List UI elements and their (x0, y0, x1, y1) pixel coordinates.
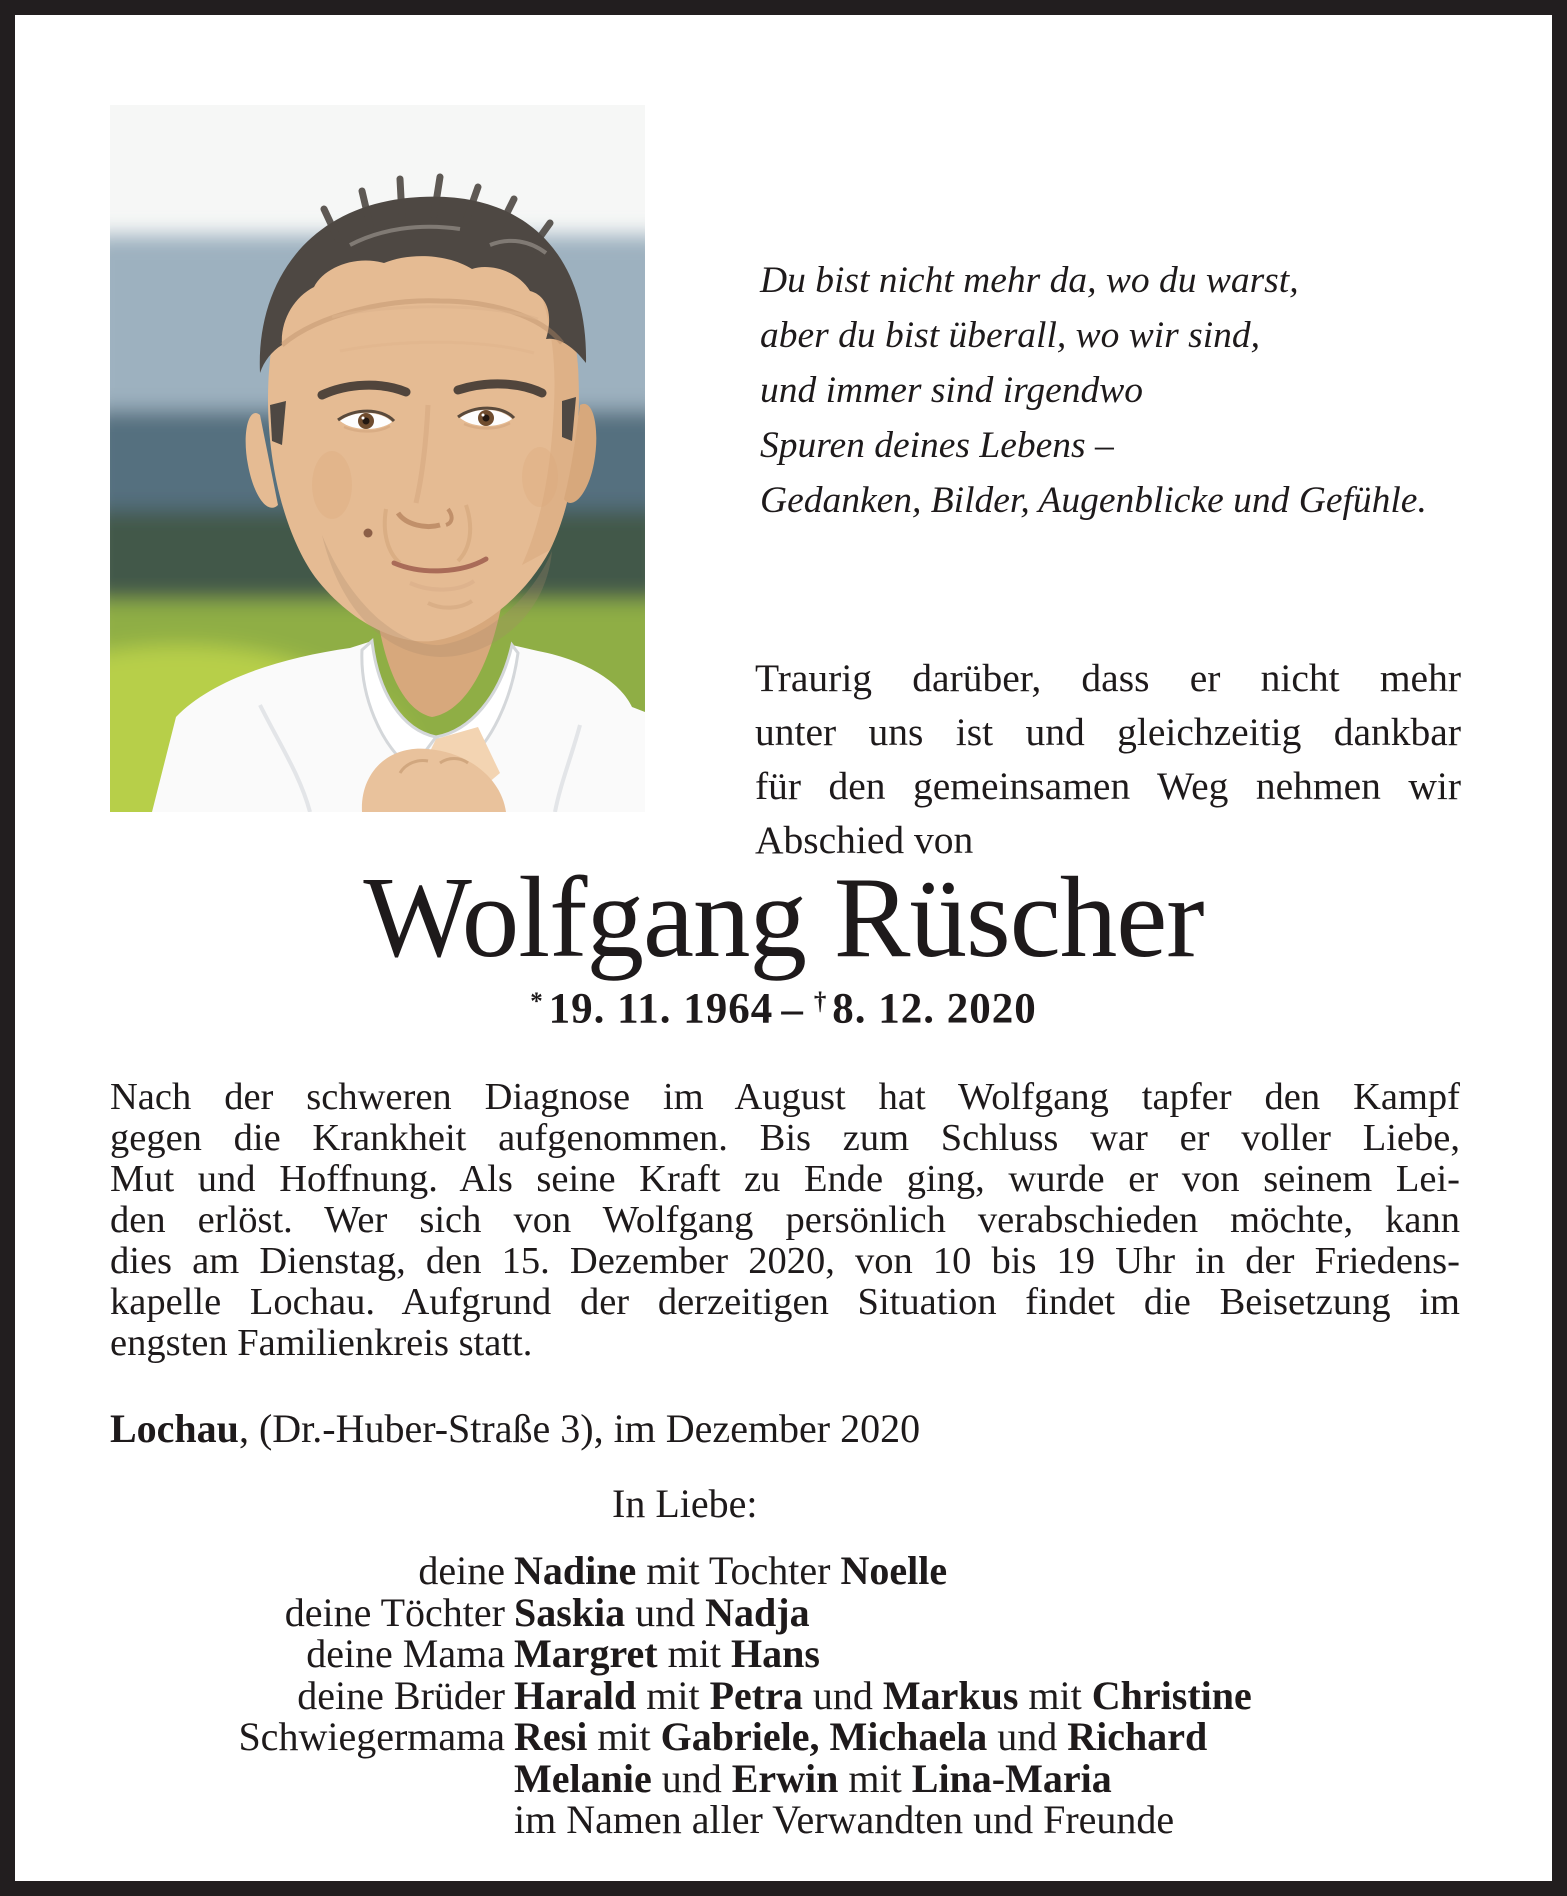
death-date: 8. 12. 2020 (832, 985, 1037, 1033)
photo-eye-right (458, 408, 514, 428)
photo-mole (364, 529, 373, 538)
date-separator: – (781, 985, 804, 1033)
text-line: gegen die Krankheit aufgenommen. Bis zum Schluss war er voller Liebe, (110, 1117, 1460, 1159)
birth-star-icon: * (530, 988, 544, 1015)
text-line: Traurig darüber, dass er nicht mehr (755, 656, 1461, 700)
text-line: unter uns ist und gleichzeitig dankbar (755, 710, 1461, 754)
photo-cheek-shading-right (522, 447, 558, 507)
text-line: dies am Dienstag, den 15. Dezember 2020, von 10 bis 19 Uhr in der Friedens- (110, 1240, 1460, 1282)
family-row-names: im Namen aller Verwandten und Freunde (514, 1797, 1175, 1842)
photo-eye-left (338, 411, 394, 431)
photo-cheek-shading-left (312, 451, 352, 519)
text-line: für den gemeinsamen Weg nehmen wir (755, 764, 1461, 808)
portrait-photo (110, 105, 645, 812)
family-row (110, 1550, 1517, 1592)
family-row-label: deine Töchter (284, 1589, 505, 1635)
family-row-label (110, 1799, 505, 1841)
family-row-names: Nadine mit Tochter Noelle (514, 1548, 948, 1593)
text-line: engsten Familienkreis statt. (110, 1322, 533, 1364)
text-line: aber du bist überall, wo wir sind, (760, 315, 1261, 356)
family-row-label (110, 1758, 505, 1800)
text-line: Spuren deines Lebens – (760, 425, 1114, 466)
memorial-quote (760, 253, 1427, 528)
intro-text (755, 651, 1461, 867)
text-line: den erlöst. Wer sich von Wolfgang persönlich verabschieden möchte, kann (110, 1199, 1460, 1241)
deceased-name: Wolfgang Rüscher (363, 854, 1204, 981)
family-list (110, 1550, 1517, 1841)
family-row-names: Saskia und Nadja (514, 1589, 810, 1635)
death-cross-icon: † (813, 988, 828, 1015)
text-line: kapelle Lochau. Aufgrund der derzeitigen Situation findet die Beisetzung im (110, 1281, 1460, 1323)
place-date-line (110, 1407, 920, 1451)
family-row (110, 1672, 1517, 1718)
family-row-names: Margret mit Hans (514, 1631, 820, 1676)
family-row-label: deine (418, 1548, 505, 1593)
family-row (110, 1755, 1517, 1801)
text-line: und immer sind irgendwo (760, 370, 1143, 411)
text-line: Abschied von (755, 818, 974, 862)
text-line: Nach der schweren Diagnose im August hat Wolfgang tapfer den Kampf (110, 1076, 1460, 1118)
obituary-text (110, 1077, 1460, 1364)
portrait-illustration (110, 105, 645, 812)
text-line: Gedanken, Bilder, Augenblicke und Gefühle. (760, 480, 1427, 521)
text-line: Mut und Hoffnung. Als seine Kraft zu Ende ging, wurde er von seinem Lei- (110, 1158, 1460, 1200)
family-row (110, 1799, 1517, 1841)
family-row-names: Harald mit Petra und Markus mit Christine (514, 1672, 1252, 1718)
family-row (110, 1716, 1517, 1758)
life-dates (15, 980, 1552, 1031)
family-row-label: deine Mama (306, 1631, 505, 1676)
family-row-names: Resi mit Gabriele, Michaela und Richard (514, 1714, 1208, 1759)
closing-heading: In Liebe: (612, 1481, 758, 1526)
family-row (110, 1589, 1517, 1635)
family-row (110, 1633, 1517, 1675)
place-rest: , (Dr.-Huber-Straße 3), im Dezember 2020 (238, 1406, 921, 1451)
text-line: Du bist nicht mehr da, wo du warst, (760, 260, 1299, 301)
birth-date: 19. 11. 1964 (548, 985, 774, 1033)
family-row-label: Schwiegermama (238, 1714, 505, 1759)
family-row-names: Melanie und Erwin mit Lina-Maria (514, 1755, 1112, 1801)
family-row-label: deine Brüder (297, 1672, 505, 1718)
place-name: Lochau (110, 1406, 239, 1451)
